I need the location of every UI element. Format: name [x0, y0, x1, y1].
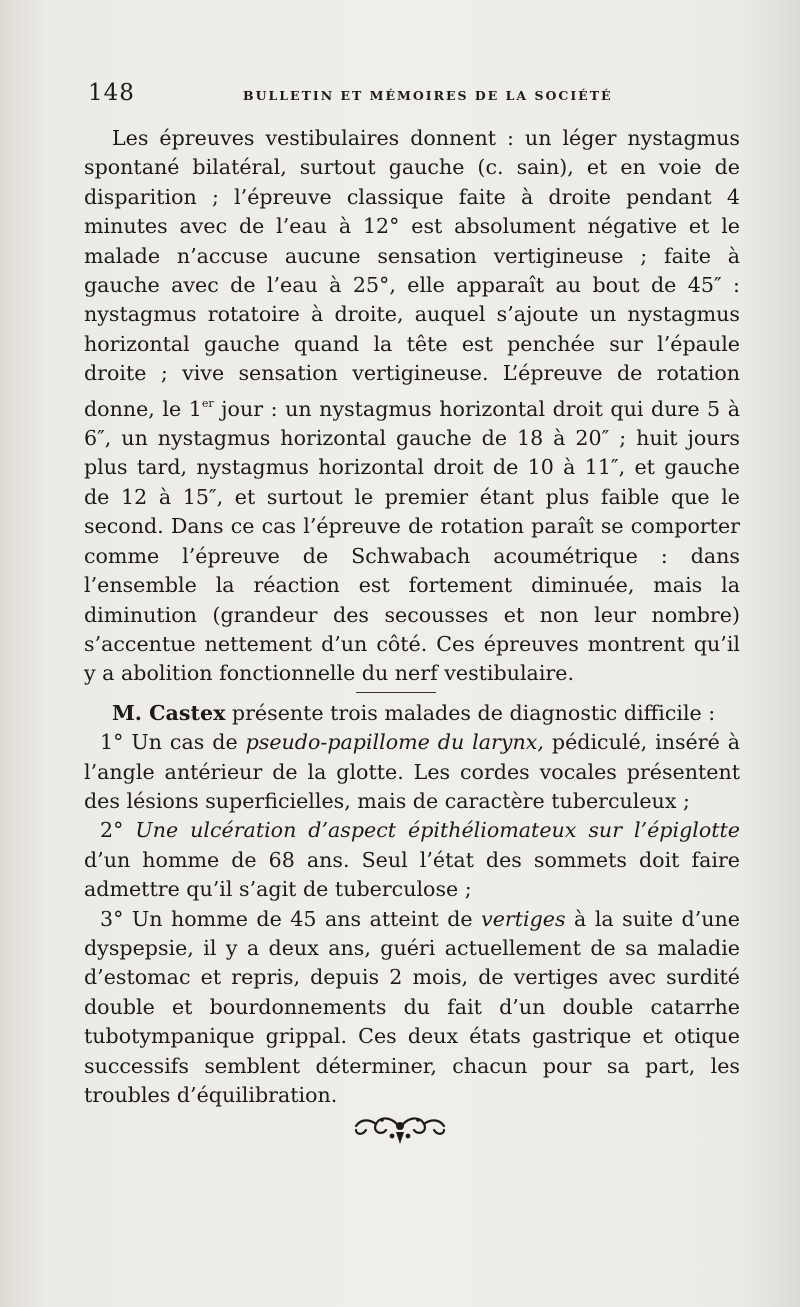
section-separator [84, 689, 740, 699]
item-prefix: 3° Un homme de 45 ans atteint de [100, 906, 482, 931]
paragraph-text: présente trois malades de diagnostic difficile : [225, 700, 716, 725]
item-prefix: 1° Un cas de [100, 730, 246, 755]
body-text [84, 124, 740, 1110]
case-item-1 [84, 728, 740, 816]
page-header [88, 80, 740, 110]
superscript: er [201, 396, 214, 410]
item-italic: vertiges [481, 906, 566, 931]
running-head: BULLETIN ET MÉMOIRES DE LA SOCIÉTÉ [243, 88, 613, 103]
item-text: d’un homme de 68 ans. Seul l’état des sommets doit faire admettre qu’il s’agit de tuberculose ; [84, 847, 740, 902]
paragraph-castex [84, 699, 740, 728]
item-italic: pseudo-papillome du larynx, [245, 730, 544, 755]
item-text: à la suite d’une dyspepsie, il y a deux ans, guéri actuellement de sa maladie d’estomac et repris, depuis 2 mois, de vertiges avec surdité double et bourdonnements du fait d’un double catarrhe tubotympanique grippal. Ces deux états gastrique et otique successifs semblent déterminer, chacun pour sa part, les troubles d’équilibration. [84, 906, 740, 1107]
speaker-name: M. Castex [112, 700, 226, 725]
item-prefix: 2° [100, 818, 136, 843]
separator-rule [356, 692, 436, 693]
paragraph-text-cont: jour : un nystagmus horizontal droit qui dure 5 à 6″, un nystagmus horizontal gauche de 18 à 20″ ; huit jours plus tard, nystagmus horizontal droit de 10 à 11″, et gauche de 12 à 15″, et surtout le premier étant plus faible que le second. Dans ce cas l’épreuve de rotation paraît se comporter comme l’épreuve de Schwabach acoumétrique : dans l’ensemble la réaction est fortement diminuée, mais la diminution (grandeur des secousses et non leur nombre) s’accentue nettement d’un côté. Ces épreuves montrent qu’il y a abolition fonctionnelle du nerf vestibulaire. [84, 396, 740, 686]
fleuron-ornament-icon [352, 1106, 448, 1150]
page-number: 148 [88, 80, 135, 106]
paragraph-text: Les épreuves vestibulaires donnent : un léger nystagmus spontané bilatéral, surtout gauche (c. sain), et en voie de disparition ; l’épreuve classique faite à droite pendant 4 minutes avec de l’eau à 12° est absolument négative et le malade n’accuse aucune sensation vertigineuse ; faite à gauche avec de l’eau à 25°, elle apparaît au bout de 45″ : nystagmus rotatoire à droite, auquel s’ajoute un nystagmus horizontal gauche quand la tête est penchée sur l’épaule droite ; vive sensation vertigineuse. L’épreuve de rotation donne, le 1 [84, 126, 740, 421]
item-text: pédiculé, inséré à l’angle antérieur de la glotte. Les cordes vocales présentent des lésions superficielles, mais de caractère tuberculeux ; [84, 730, 740, 813]
paragraph-vestibular-tests [84, 124, 740, 689]
case-item-3 [84, 905, 740, 1111]
case-item-2 [84, 816, 740, 904]
item-italic: Une ulcération d’aspect épithéliomateux sur l’épiglotte [135, 818, 740, 843]
